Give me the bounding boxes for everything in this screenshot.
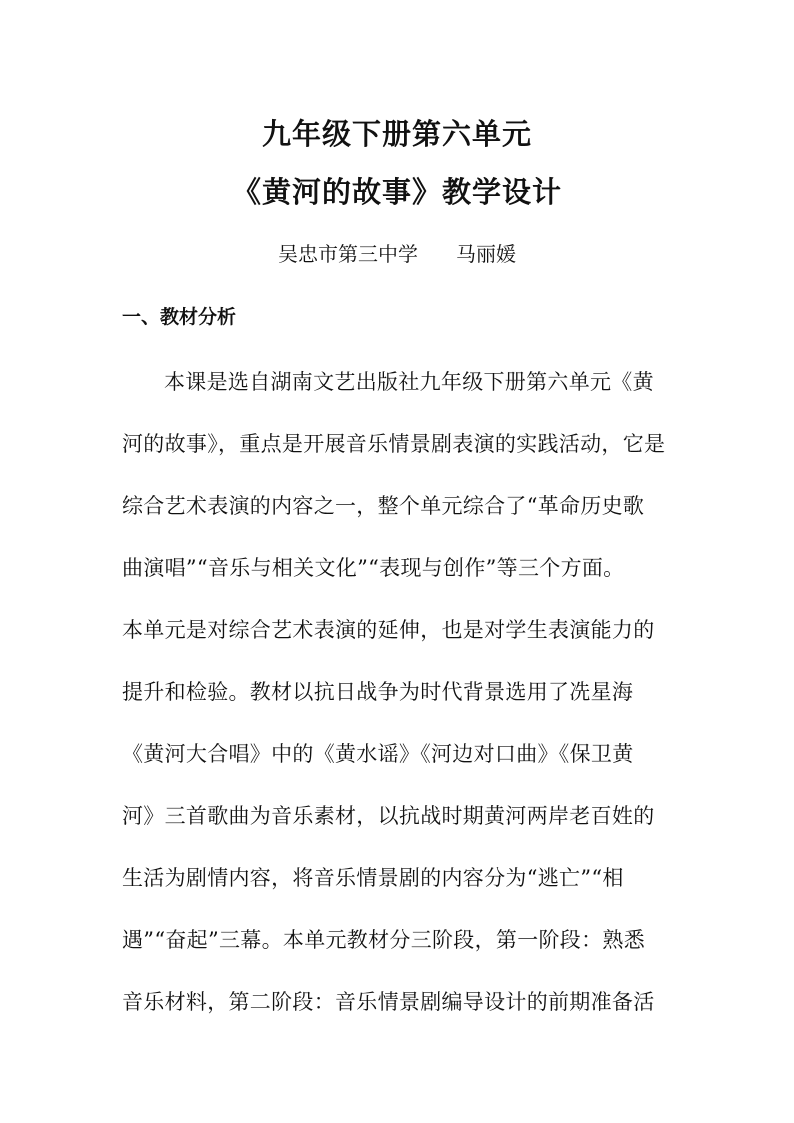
paragraph-line: 生活为剧情内容，将音乐情景剧的内容分为“逃亡”“相 bbox=[122, 866, 624, 890]
title-line-1: 九年级下册第六单元 bbox=[261, 117, 532, 151]
author-school: 吴忠市第三中学 bbox=[278, 242, 418, 266]
section-heading-textbook-analysis: 一、教材分析 bbox=[122, 306, 237, 328]
paragraph-line: 综合艺术表演的内容之一，整个单元综合了“革命历史歌 bbox=[122, 494, 645, 518]
author-name: 马丽媛 bbox=[456, 242, 516, 266]
paragraph-line: 河的故事》，重点是开展音乐情景剧表演的实践活动，它是 bbox=[122, 432, 666, 456]
title-line-2: 《黄河的故事》教学设计 bbox=[231, 175, 562, 209]
paragraph-line: 本课是选自湖南文艺出版社九年级下册第六单元《黄 bbox=[164, 370, 654, 394]
paragraph-line: 遇”“奋起”三幕。本单元教材分三阶段，第一阶段：熟悉 bbox=[122, 928, 646, 952]
paragraph-line: 本单元是对综合艺术表演的延伸，也是对学生表演能力的 bbox=[122, 618, 655, 642]
paragraph-line: 《黄河大合唱》中的《黄水谣》《河边对口曲》《保卫黄 bbox=[122, 742, 634, 766]
paragraph-line: 提升和检验。教材以抗日战争为时代背景选用了冼星海 bbox=[122, 680, 634, 704]
paragraph-line: 河》三首歌曲为音乐素材，以抗战时期黄河两岸老百姓的 bbox=[122, 804, 655, 828]
author-line bbox=[0, 238, 794, 267]
paragraph-line: 曲演唱”“音乐与相关文化”“表现与创作”等三个方面。 bbox=[122, 556, 625, 580]
paragraph-line: 音乐材料，第二阶段：音乐情景剧编导设计的前期准备活 bbox=[122, 990, 655, 1014]
